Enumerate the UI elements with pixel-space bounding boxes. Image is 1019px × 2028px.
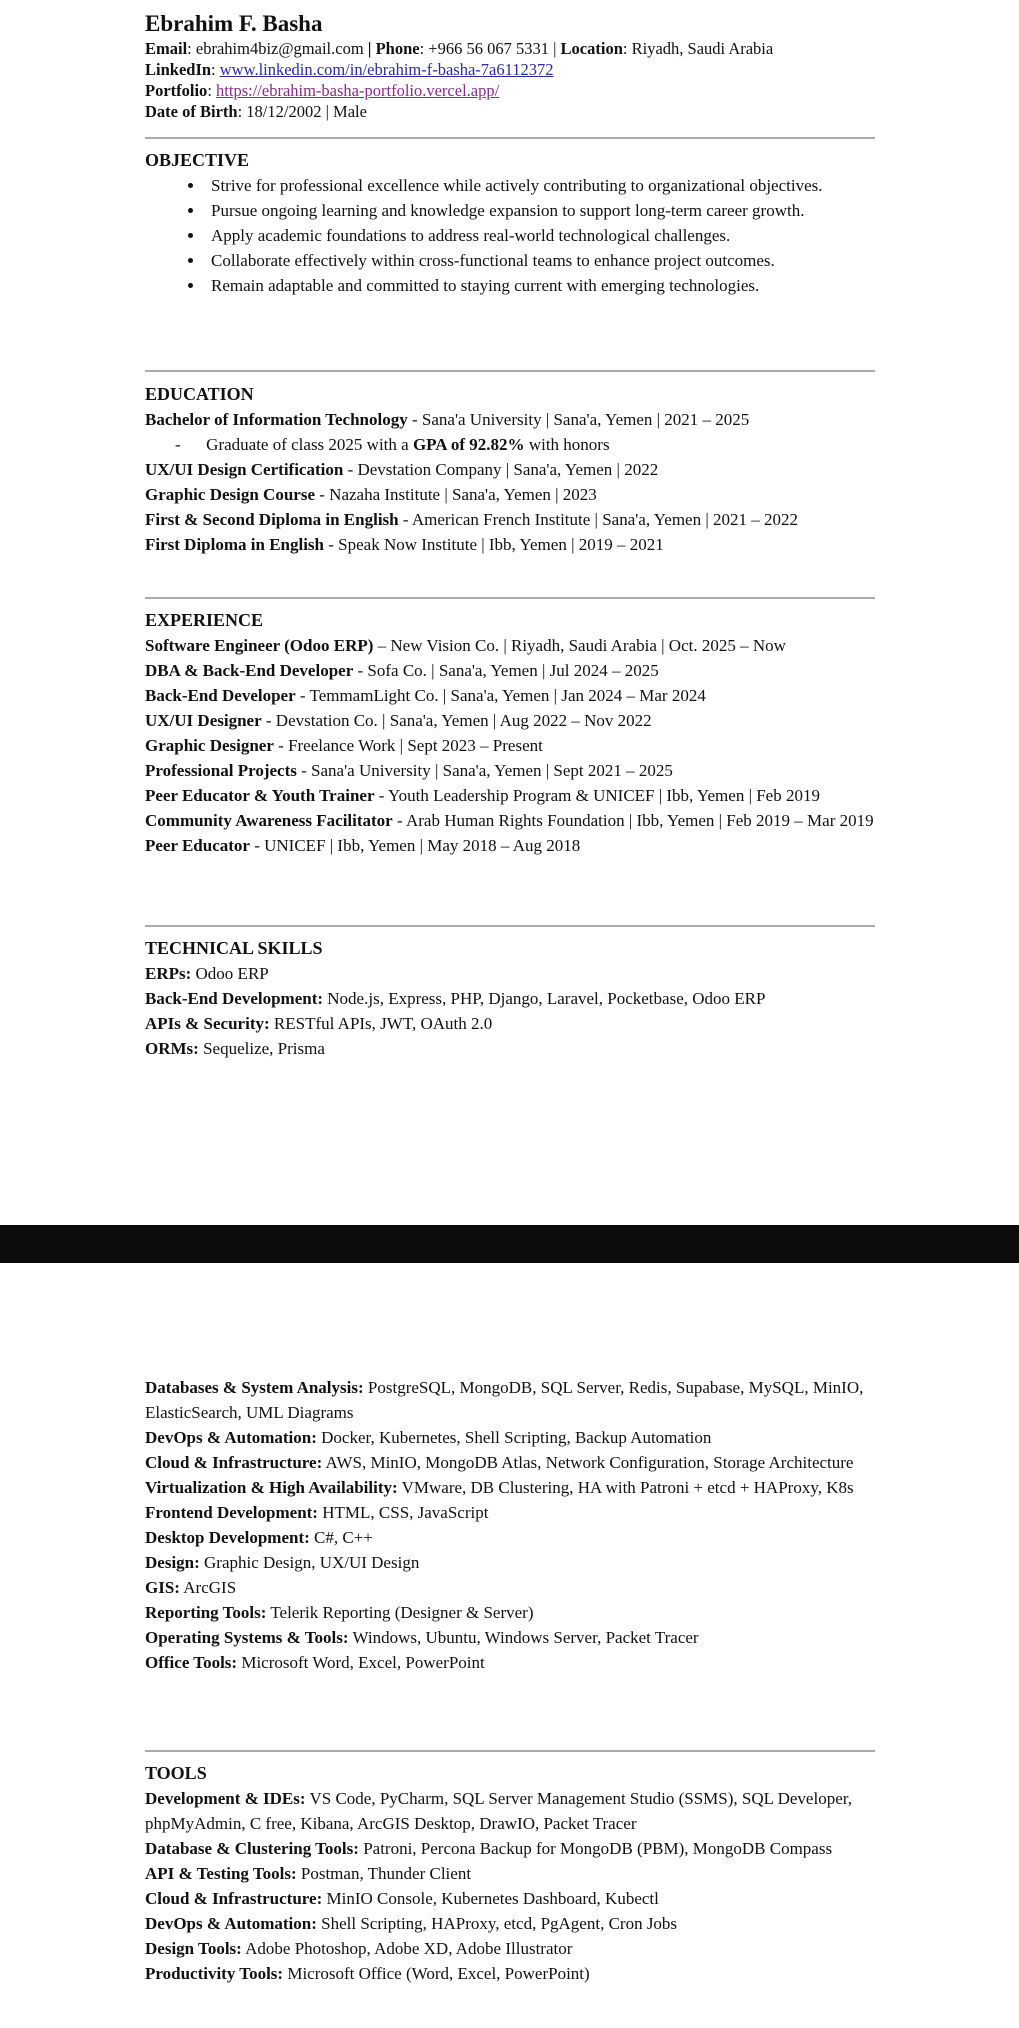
entry-detail: Microsoft Word, Excel, PowerPoint: [237, 1653, 485, 1672]
section-title: EXPERIENCE: [145, 610, 264, 630]
phone: +966 56 067 5331: [428, 39, 549, 58]
objective-item: • Apply academic foundations to address real-world technological challenges.: [205, 223, 880, 248]
entry-title: Productivity Tools:: [145, 1964, 284, 1983]
entry-title: Bachelor of Information Technology: [145, 410, 408, 429]
objective-list: [145, 173, 880, 298]
experience-entry: [145, 783, 880, 808]
tool-entry: [145, 1886, 880, 1911]
tools-section: [145, 1760, 880, 1986]
entry-detail: C#, C++: [309, 1528, 373, 1547]
entry-title: Peer Educator & Youth Trainer: [145, 786, 375, 805]
section-title: EDUCATION: [145, 384, 254, 404]
section-title: TOOLS: [145, 1763, 207, 1783]
entry-detail: - Sana'a University | Sana'a, Yemen | 2021 – 2025: [407, 410, 750, 429]
experience-list: [145, 633, 880, 858]
experience-entry: [145, 683, 880, 708]
entry-detail: HTML, CSS, JavaScript: [317, 1503, 489, 1522]
tool-entry: [145, 1961, 880, 1986]
education-entry: [145, 532, 880, 557]
experience-entry: [145, 658, 880, 683]
education-note: - Graduate of class 2025 with a GPA of 92.82% with honors: [175, 435, 610, 454]
entry-detail: - UNICEF | Ibb, Yemen | May 2018 – Aug 2018: [249, 836, 581, 855]
entry-detail: - Nazaha Institute | Sana'a, Yemen | 2023: [315, 485, 597, 504]
dob-label: Date of Birth: [145, 102, 238, 121]
divider: [145, 370, 875, 372]
entry-detail: RESTful APIs, JWT, OAuth 2.0: [269, 1014, 493, 1033]
tool-entry: [145, 1936, 880, 1961]
experience-entry: [145, 733, 880, 758]
education-entry: [145, 507, 880, 532]
skill-entry: [145, 961, 880, 986]
entry-title: GIS:: [145, 1578, 180, 1597]
location-label: Location: [560, 39, 623, 58]
experience-entry: [145, 633, 880, 658]
entry-title: DBA & Back-End Developer: [145, 661, 354, 680]
section-title: TECHNICAL SKILLS: [145, 938, 323, 958]
entry-detail: Graphic Design, UX/UI Design: [199, 1553, 420, 1572]
entry-detail: VS Code, PyCharm, SQL Server Management Studio (SSMS), SQL Developer, phpMyAdmin, C free, Kibana, ArcGIS Desktop, DrawIO, Packet Tracer: [145, 1789, 852, 1833]
entry-detail: Adobe Photoshop, Adobe XD, Adobe Illustrator: [241, 1939, 573, 1958]
entry-title: Graphic Design Course: [145, 485, 315, 504]
skill-entry: [145, 1625, 880, 1650]
entry-detail: - Speak Now Institute | Ibb, Yemen | 2019 – 2021: [324, 535, 664, 554]
entry-title: Database & Clustering Tools:: [145, 1839, 359, 1858]
education-entry: [145, 482, 880, 507]
note-text: with honors: [524, 435, 610, 454]
entry-detail: Node.js, Express, PHP, Django, Laravel, Pocketbase, Odoo ERP: [323, 989, 766, 1008]
experience-entry: [145, 708, 880, 733]
location: Riyadh, Saudi Arabia: [631, 39, 774, 58]
divider: [145, 1750, 875, 1752]
entry-detail: ArcGIS: [179, 1578, 237, 1597]
dob-line: Date of Birth: 18/12/2002 | Male: [145, 102, 367, 121]
entry-detail: Postman, Thunder Client: [296, 1864, 472, 1883]
entry-detail: - American French Institute | Sana'a, Yemen | 2021 – 2022: [398, 510, 799, 529]
entry-detail: - Sofa Co. | Sana'a, Yemen | Jul 2024 – 2025: [353, 661, 659, 680]
skills-section: [145, 935, 880, 1061]
entry-title: Software Engineer (Odoo ERP): [145, 636, 374, 655]
skills-section-continued: [145, 1375, 880, 1675]
entry-title: Operating Systems & Tools:: [145, 1628, 349, 1647]
entry-detail: VMware, DB Clustering, HA with Patroni + etcd + HAProxy, K8s: [397, 1478, 854, 1497]
skill-entry: [145, 1600, 880, 1625]
email-label: Email: [145, 39, 188, 58]
entry-detail: AWS, MinIO, MongoDB Atlas, Network Configuration, Storage Architecture: [322, 1453, 854, 1472]
gpa: GPA of 92.82%: [412, 435, 525, 454]
skill-entry: [145, 1036, 880, 1061]
tool-entry: [145, 1786, 880, 1836]
entry-title: Reporting Tools:: [145, 1603, 267, 1622]
objective-item: • Remain adaptable and committed to staying current with emerging technologies.: [205, 273, 880, 298]
candidate-name: Ebrahim F. Basha: [145, 11, 323, 36]
entry-detail: - Freelance Work | Sept 2023 – Present: [273, 736, 543, 755]
entry-title: API & Testing Tools:: [145, 1864, 297, 1883]
entry-detail: Shell Scripting, HAProxy, etcd, PgAgent, Cron Jobs: [316, 1914, 678, 1933]
entry-detail: Sequelize, Prisma: [198, 1039, 325, 1058]
entry-title: Design Tools:: [145, 1939, 242, 1958]
education-section: [145, 381, 880, 557]
skills-list: [145, 961, 880, 1061]
entry-detail: Windows, Ubuntu, Windows Server, Packet Tracer: [348, 1628, 699, 1647]
skill-entry: [145, 1425, 880, 1450]
skill-entry: [145, 1475, 880, 1500]
entry-detail: MinIO Console, Kubernetes Dashboard, Kubectl: [322, 1889, 659, 1908]
objective-section: [145, 147, 880, 298]
entry-title: UX/UI Design Certification: [145, 460, 344, 479]
entry-title: Databases & System Analysis:: [145, 1378, 364, 1397]
entry-detail: Odoo ERP: [191, 964, 269, 983]
objective-item: • Strive for professional excellence while actively contributing to organizational objectives.: [205, 173, 880, 198]
experience-entry: [145, 758, 880, 783]
skill-entry: [145, 1375, 880, 1425]
skill-entry: [145, 1650, 880, 1675]
divider: [145, 137, 875, 139]
objective-item: • Pursue ongoing learning and knowledge expansion to support long-term career growth.: [205, 198, 880, 223]
entry-detail: PostgreSQL, MongoDB, SQL Server, Redis, Supabase, MySQL, MinIO, ElasticSearch, UML Diagrams: [145, 1378, 864, 1422]
entry-detail: - Arab Human Rights Foundation | Ibb, Yemen | Feb 2019 – Mar 2019: [392, 811, 874, 830]
entry-title: First Diploma in English: [145, 535, 325, 554]
skill-entry: [145, 1525, 880, 1550]
entry-title: Back-End Developer: [145, 686, 296, 705]
entry-title: ERPs:: [145, 964, 192, 983]
section-title: OBJECTIVE: [145, 150, 250, 170]
entry-title: Office Tools:: [145, 1653, 238, 1672]
entry-title: Peer Educator: [145, 836, 250, 855]
tool-entry: [145, 1861, 880, 1886]
email: ebrahim4biz@gmail.com: [195, 39, 364, 58]
education-list: [145, 407, 880, 557]
entry-detail: - Devstation Co. | Sana'a, Yemen | Aug 2022 – Nov 2022: [261, 711, 652, 730]
experience-entry: [145, 808, 880, 833]
entry-detail: Docker, Kubernetes, Shell Scripting, Backup Automation: [316, 1428, 712, 1447]
dob: 18/12/2002 | Male: [246, 102, 367, 121]
entry-detail: Telerik Reporting (Designer & Server): [266, 1603, 534, 1622]
entry-title: Professional Projects: [145, 761, 297, 780]
skill-entry: [145, 1011, 880, 1036]
entry-detail: - TemmamLight Co. | Sana'a, Yemen | Jan 2024 – Mar 2024: [295, 686, 706, 705]
linkedin-line: LinkedIn: www.linkedin.com/in/ebrahim-f-basha-7a6112372: [145, 60, 554, 79]
note-text: Graduate of class 2025 with a: [206, 435, 413, 454]
tool-entry: [145, 1911, 880, 1936]
entry-detail: Microsoft Office (Word, Excel, PowerPoint): [283, 1964, 590, 1983]
entry-title: APIs & Security:: [145, 1014, 270, 1033]
entry-detail: - Devstation Company | Sana'a, Yemen | 2022: [343, 460, 659, 479]
experience-section: [145, 607, 880, 858]
entry-title: Frontend Development:: [145, 1503, 318, 1522]
phone-label: Phone: [375, 39, 420, 58]
entry-title: Development & IDEs:: [145, 1789, 306, 1808]
tool-entry: [145, 1836, 880, 1861]
entry-detail: Patroni, Percona Backup for MongoDB (PBM), MongoDB Compass: [358, 1839, 833, 1858]
entry-title: UX/UI Designer: [145, 711, 262, 730]
divider: [145, 597, 875, 599]
entry-title: First & Second Diploma in English: [145, 510, 399, 529]
entry-title: ORMs:: [145, 1039, 199, 1058]
skill-entry: [145, 1550, 880, 1575]
header: [145, 10, 880, 122]
portfolio-link[interactable]: https://ebrahim-basha-portfolio.vercel.app/: [216, 81, 500, 100]
experience-entry: [145, 833, 880, 858]
skill-entry: [145, 1450, 880, 1475]
linkedin-link[interactable]: www.linkedin.com/in/ebrahim-f-basha-7a6112372: [219, 60, 554, 79]
entry-title: Design:: [145, 1553, 200, 1572]
education-entry: [145, 457, 880, 482]
entry-detail: - Sana'a University | Sana'a, Yemen | Sept 2021 – 2025: [296, 761, 673, 780]
skill-entry: [145, 1500, 880, 1525]
entry-title: Virtualization & High Availability:: [145, 1478, 398, 1497]
education-entry: [145, 407, 880, 432]
entry-title: Cloud & Infrastructure:: [145, 1889, 323, 1908]
entry-title: Back-End Development:: [145, 989, 324, 1008]
objective-item: • Collaborate effectively within cross-functional teams to enhance project outcomes.: [205, 248, 880, 273]
entry-title: Graphic Designer: [145, 736, 274, 755]
skill-entry: [145, 1575, 880, 1600]
entry-title: Community Awareness Facilitator: [145, 811, 393, 830]
contact-line: Email: ebrahim4biz@gmail.com | Phone: +966 56 067 5331 | Location: Riyadh, Saudi Arabia: [145, 39, 774, 58]
page-break-band: [0, 1225, 1019, 1263]
divider: [145, 925, 875, 927]
entry-title: DevOps & Automation:: [145, 1914, 317, 1933]
portfolio-line: Portfolio: https://ebrahim-basha-portfolio.vercel.app/: [145, 81, 500, 100]
skills-list-continued: [145, 1375, 880, 1675]
entry-title: DevOps & Automation:: [145, 1428, 317, 1447]
tools-list: [145, 1786, 880, 1986]
skill-entry: [145, 986, 880, 1011]
linkedin-label: LinkedIn: [145, 60, 212, 79]
entry-detail: – New Vision Co. | Riyadh, Saudi Arabia | Oct. 2025 – Now: [373, 636, 786, 655]
portfolio-label: Portfolio: [145, 81, 208, 100]
entry-detail: - Youth Leadership Program & UNICEF | Ibb, Yemen | Feb 2019: [374, 786, 820, 805]
entry-title: Cloud & Infrastructure:: [145, 1453, 323, 1472]
entry-title: Desktop Development:: [145, 1528, 310, 1547]
